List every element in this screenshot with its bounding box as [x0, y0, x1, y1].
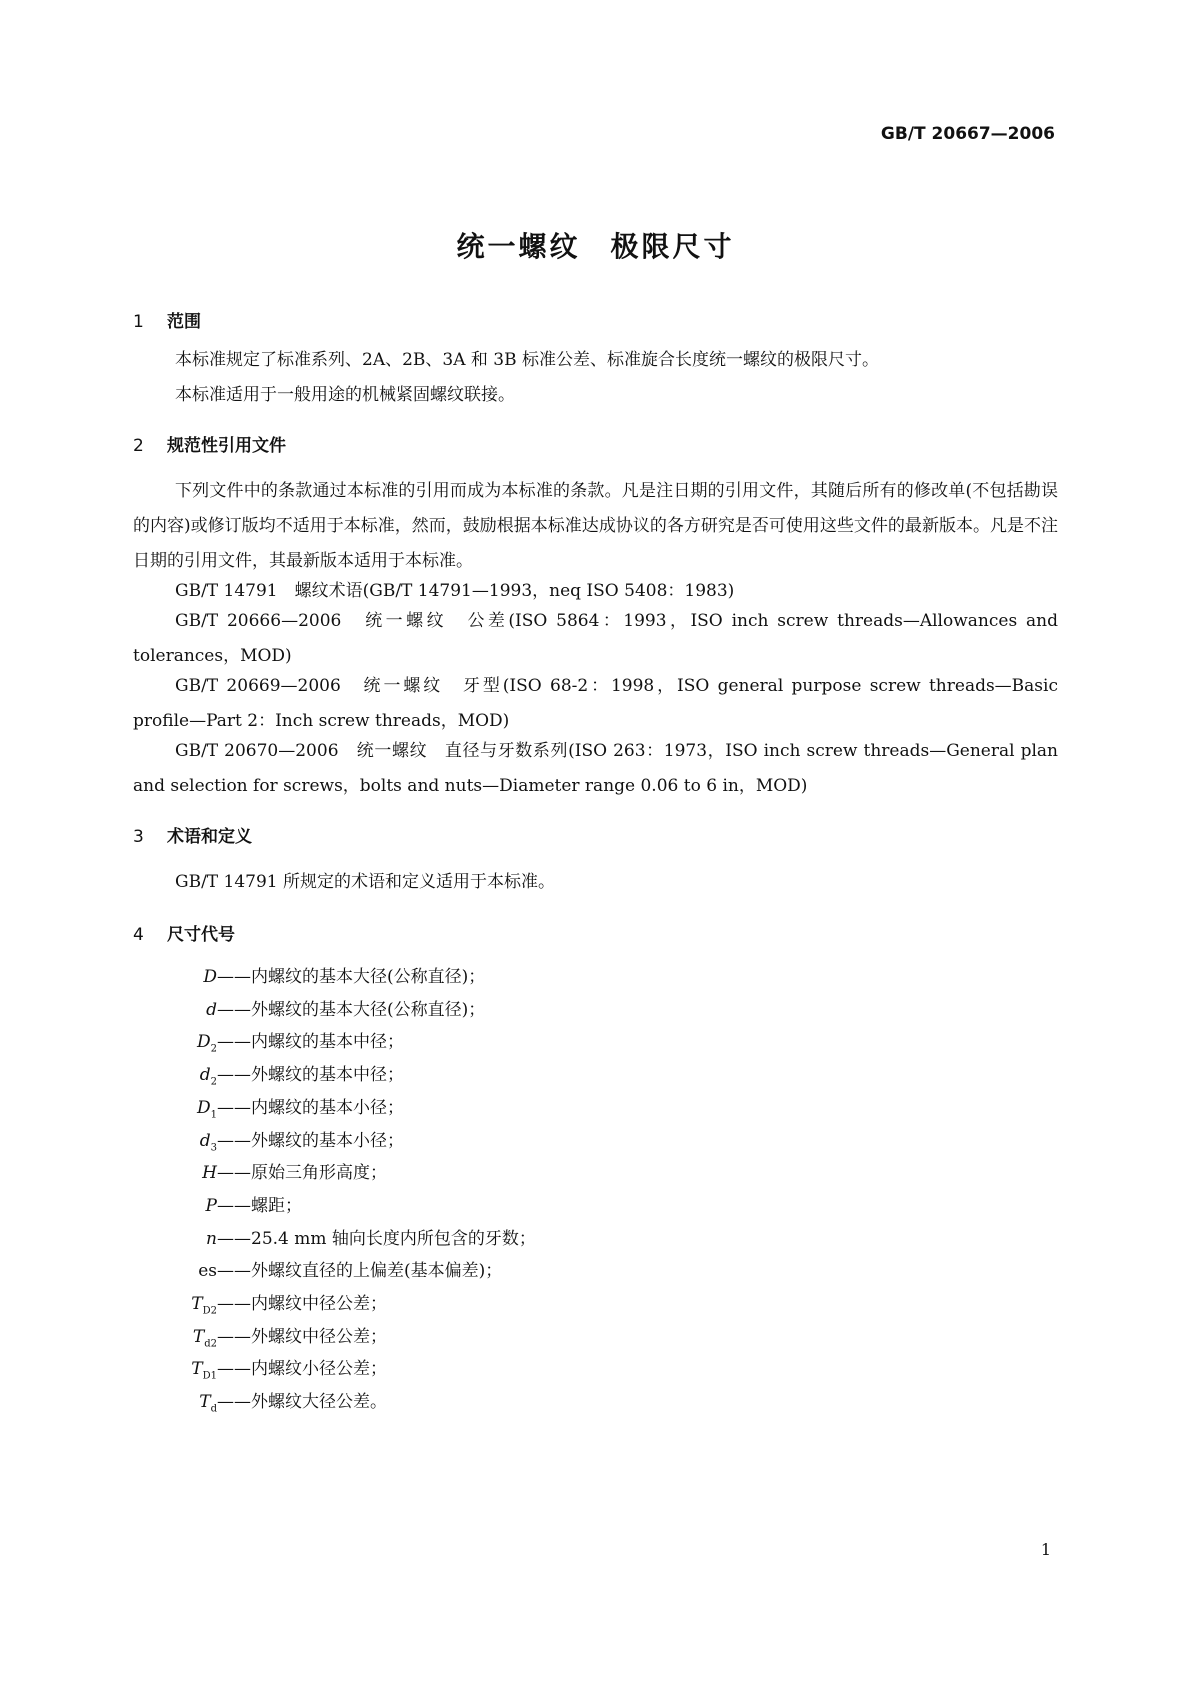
- symbol-subscript: 1: [210, 1109, 217, 1121]
- symbol-description: ——螺距；: [217, 1195, 302, 1216]
- section-heading-3: 3 术语和定义: [133, 827, 252, 847]
- symbol-subscript: 2: [210, 1043, 217, 1055]
- symbol-description: ——外螺纹中径公差；: [217, 1326, 387, 1347]
- scope-paragraph-1: 本标准规定了标准系列、2A、2B、3A 和 3B 标准公差、标准旋合长度统一螺纹的极限尺寸。: [175, 350, 880, 370]
- symbol: es: [198, 1261, 217, 1282]
- symbol-description: ——内螺纹的基本中径；: [217, 1032, 404, 1053]
- title-part2: 极限尺寸: [610, 230, 735, 263]
- symbol-row: [133, 1093, 404, 1120]
- symbol-subscript: D2: [202, 1305, 217, 1317]
- symbol-description: ——外螺纹的基本中径；: [217, 1065, 404, 1086]
- symbol: d: [206, 999, 217, 1020]
- symbol: n: [206, 1228, 217, 1249]
- symbol-row: [133, 1158, 387, 1183]
- symbol: $T_{d2}$: [192, 1326, 217, 1350]
- symbol-row: [133, 1027, 404, 1054]
- symbol-subscript: D1: [202, 1370, 217, 1382]
- section-heading-2: 2 规范性引用文件: [133, 436, 286, 456]
- symbol: $d_3$: [199, 1130, 217, 1153]
- symbol-row: [133, 1191, 302, 1216]
- symbol-row: [133, 1354, 387, 1381]
- symbol-subscript: d2: [204, 1338, 217, 1350]
- section-heading-4: 4 尺寸代号: [133, 925, 235, 945]
- symbol: $T_{D1}$: [191, 1359, 217, 1382]
- symbol-row: [133, 1322, 387, 1349]
- symbol-row: [133, 1126, 404, 1153]
- symbol: P: [205, 1195, 217, 1216]
- symbol-row: [133, 995, 485, 1020]
- symbol-description: ——外螺纹的基本大径(公称直径)；: [217, 999, 486, 1020]
- symbol-description: ——内螺纹中径公差；: [217, 1294, 387, 1314]
- symbol-subscript: 2: [210, 1076, 217, 1088]
- symbol: $D_2$: [196, 1032, 217, 1055]
- symbol-description: ——原始三角形高度；: [217, 1163, 387, 1184]
- section-heading-1: 1 范围: [133, 312, 201, 332]
- symbol: D: [203, 967, 217, 987]
- reference-item: GB/T 14791 螺纹术语(GB/T 14791—1993，neq ISO 5408：1983): [175, 581, 735, 601]
- symbol: $T_{D2}$: [191, 1294, 217, 1317]
- symbol-row: [133, 1289, 387, 1316]
- symbol-description: ——内螺纹的基本大径(公称直径)；: [217, 967, 486, 987]
- symbol: $D_1$: [196, 1097, 217, 1121]
- symbol-description: ——内螺纹小径公差；: [217, 1359, 387, 1380]
- symbol-subscript: 3: [210, 1141, 217, 1153]
- symbol-row: [133, 1387, 387, 1414]
- page-number: 1: [1040, 1540, 1051, 1559]
- symbol-description: ——25.4 mm 轴向长度内所包含的牙数；: [217, 1228, 536, 1249]
- symbol-row: [133, 962, 485, 987]
- symbol: $d_2$: [199, 1065, 217, 1088]
- symbol-row: [133, 1060, 404, 1087]
- symbol-subscript: d: [210, 1403, 217, 1415]
- symbol-description: ——外螺纹大径公差。: [217, 1392, 387, 1413]
- symbol-description: ——外螺纹的基本小径；: [217, 1130, 404, 1151]
- symbol-description: ——外螺纹直径的上偏差(基本偏差)；: [217, 1261, 503, 1282]
- symbol-row: [133, 1224, 536, 1249]
- title-part1: 统一螺纹: [456, 230, 581, 263]
- symbol: $T_d$: [199, 1392, 217, 1415]
- scope-paragraph-2: 本标准适用于一般用途的机械紧固螺纹联接。: [175, 385, 515, 405]
- symbol-description: ——内螺纹的基本小径；: [217, 1097, 404, 1118]
- page-title: [0, 225, 1191, 265]
- normative-intro: 下列文件中的条款通过本标准的引用而成为本标准的条款。凡是注日期的引用文件，其随后所有的修改单(不包括勘误的内容)或修订版均不适用于本标准，然而，鼓励根据本标准达成协议的各方研究是否可使用这些文件的最新版本。凡是不注日期的引用文件，其最新版本适用于本标准。: [133, 481, 1058, 571]
- reference-item: GB/T 20666—2006 统一螺纹 公差(ISO 5864：1993，ISO inch screw threads—Allowances and tolerances，MOD): [133, 611, 1058, 666]
- symbol: H: [202, 1163, 217, 1184]
- reference-item: GB/T 20670—2006 统一螺纹 直径与牙数系列(ISO 263：1973，ISO inch screw threads—General plan and selection for screws，bolts and nuts—Diameter range 0.06 to 6 in，MOD): [133, 741, 1058, 796]
- symbol-row: [133, 1256, 502, 1281]
- standard-number: GB/T 20667—2006: [880, 124, 1055, 144]
- terms-paragraph: GB/T 14791 所规定的术语和定义适用于本标准。: [175, 872, 556, 892]
- reference-item: GB/T 20669—2006 统一螺纹 牙型(ISO 68-2：1998，ISO general purpose screw threads—Basic profile—Part 2：Inch screw threads，MOD): [133, 676, 1058, 731]
